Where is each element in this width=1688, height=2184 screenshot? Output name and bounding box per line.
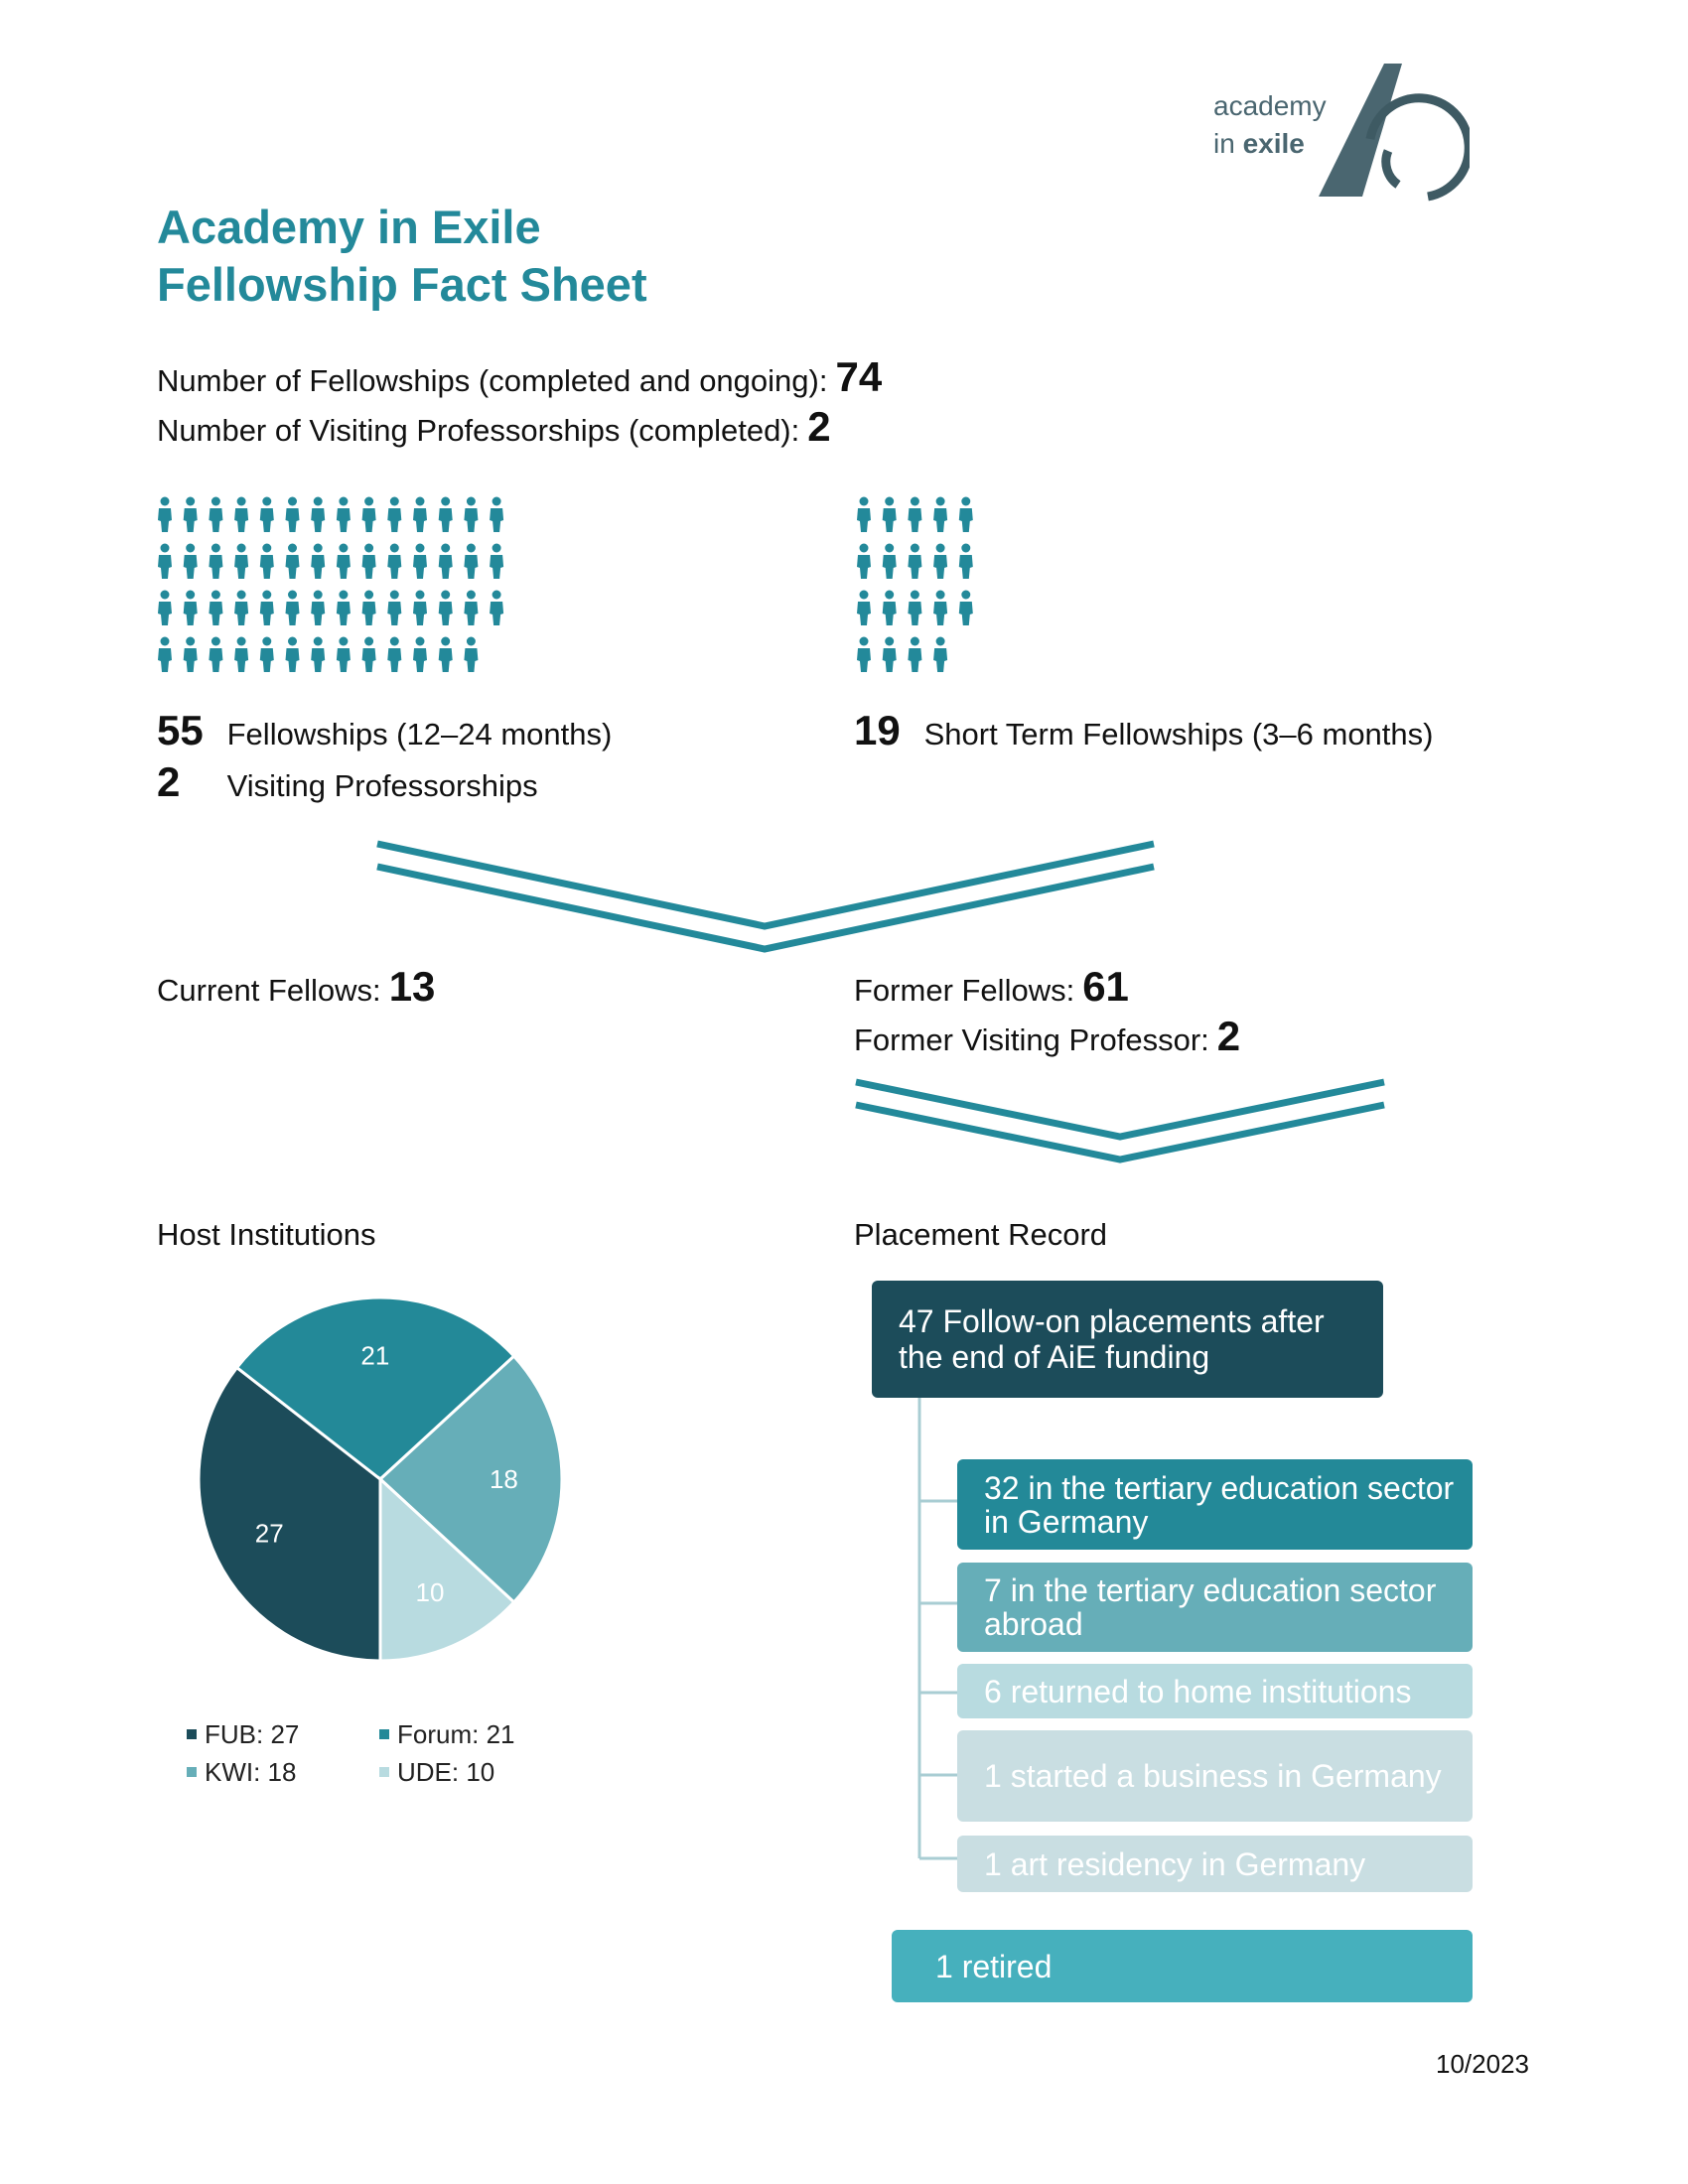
person-icon: [908, 591, 921, 626]
person-icon: [184, 637, 198, 673]
person-icon: [413, 637, 427, 673]
short-term-count: [854, 707, 1433, 754]
person-icon: [387, 544, 401, 580]
visiting-total: [157, 403, 831, 451]
person-icon: [311, 544, 325, 580]
person-icon: [311, 591, 325, 626]
placement-item-art-residency: 1 art residency in Germany: [957, 1836, 1473, 1892]
person-icon: [908, 544, 921, 580]
person-icon: [959, 591, 973, 626]
placement-item-tertiary-abroad: 7 in the tertiary education sector abroad: [957, 1563, 1473, 1652]
legend-swatch: [187, 1767, 197, 1777]
person-icon: [158, 637, 172, 673]
person-icon: [184, 591, 198, 626]
person-icon: [439, 544, 453, 580]
person-icon: [184, 497, 198, 533]
long-term-label: Fellowships (12–24 months): [226, 717, 613, 751]
legend-swatch: [379, 1729, 389, 1739]
visiting-total-value: 2: [807, 403, 831, 450]
person-icon: [387, 591, 401, 626]
person-icon: [490, 497, 503, 533]
placement-record-heading: Placement Record: [854, 1217, 1108, 1252]
former-fellows: [854, 963, 1129, 1011]
people-long-grid: [157, 496, 514, 681]
person-icon: [857, 497, 871, 533]
legend-label: FUB: 27: [205, 1718, 300, 1749]
person-icon: [413, 544, 427, 580]
person-icon: [362, 591, 376, 626]
legend-label: KWI: 18: [205, 1756, 297, 1787]
short-term-fellows-pictogram: [856, 496, 985, 681]
logo-wordmark: [1213, 87, 1327, 163]
long-term-count: [157, 707, 612, 754]
pie-slice-ude-label: 10: [415, 1576, 445, 1607]
placement-item-business: 1 started a business in Germany: [957, 1730, 1473, 1822]
logo-line-2-prefix: in: [1213, 128, 1235, 159]
person-icon: [883, 497, 897, 533]
current-fellows-label: Current Fellows:: [157, 973, 381, 1008]
former-fellows-label: Former Fellows:: [854, 973, 1075, 1008]
person-icon: [184, 544, 198, 580]
person-icon: [362, 637, 376, 673]
person-icon: [209, 591, 222, 626]
title-line-1: Academy in Exile: [157, 201, 541, 253]
short-term-label: Short Term Fellowships (3–6 months): [923, 717, 1434, 751]
person-icon: [158, 591, 172, 626]
person-icon: [959, 544, 973, 580]
person-icon: [260, 591, 274, 626]
person-icon: [933, 637, 947, 673]
person-icon: [337, 544, 351, 580]
placement-retired-box: 1 retired: [892, 1930, 1473, 2002]
former-fellows-value: 61: [1082, 963, 1129, 1010]
person-icon: [387, 637, 401, 673]
person-icon: [234, 497, 248, 533]
legend-swatch: [379, 1767, 389, 1777]
person-icon: [362, 497, 376, 533]
current-fellows-value: 13: [388, 963, 436, 1010]
legend-label: Forum: 21: [397, 1718, 515, 1749]
person-icon: [490, 544, 503, 580]
person-icon: [311, 637, 325, 673]
person-icon: [464, 544, 478, 580]
visiting-label: Visiting Professorships: [226, 768, 538, 803]
placement-connector-lines: [912, 1395, 961, 1871]
person-icon: [260, 544, 274, 580]
person-icon: [286, 497, 300, 533]
person-icon: [286, 637, 300, 673]
person-icon: [413, 497, 427, 533]
person-icon: [234, 637, 248, 673]
logo-line-1: academy: [1213, 90, 1327, 121]
person-icon: [464, 637, 478, 673]
pie-slice-forum-label: 21: [360, 1340, 390, 1371]
footer-date: 10/2023: [1436, 2049, 1529, 2079]
person-icon: [857, 544, 871, 580]
person-icon: [337, 637, 351, 673]
person-icon: [908, 637, 921, 673]
person-icon: [883, 637, 897, 673]
host-institutions-heading: Host Institutions: [157, 1217, 376, 1252]
person-icon: [883, 591, 897, 626]
person-icon: [158, 544, 172, 580]
pie-legend: [187, 1715, 572, 1791]
person-icon: [490, 591, 503, 626]
logo-line-2: [1213, 125, 1327, 163]
chevron-down-icon: [373, 839, 1158, 958]
person-icon: [209, 497, 222, 533]
person-icon: [464, 591, 478, 626]
short-term-value: 19: [854, 707, 901, 753]
legend-swatch: [187, 1729, 197, 1739]
legend-item-kwi: [187, 1753, 379, 1791]
person-icon: [209, 544, 222, 580]
pie-slice-fub-label: 27: [254, 1518, 284, 1549]
long-term-value: 55: [157, 707, 204, 753]
person-icon: [234, 591, 248, 626]
person-icon: [959, 497, 973, 533]
logo-line-2-bold: exile: [1242, 128, 1305, 159]
person-icon: [439, 497, 453, 533]
person-icon: [413, 591, 427, 626]
person-icon: [260, 637, 274, 673]
title-line-2: Fellowship Fact Sheet: [157, 258, 647, 311]
person-icon: [883, 544, 897, 580]
page-title: [157, 199, 647, 314]
person-icon: [337, 591, 351, 626]
person-icon: [933, 497, 947, 533]
placement-item-tertiary-germany: 32 in the tertiary education sector in Germany: [957, 1459, 1473, 1550]
former-vp-value: 2: [1216, 1013, 1241, 1059]
fellowships-total-label: Number of Fellowships (completed and ongoing):: [157, 363, 828, 398]
current-fellows: [157, 963, 435, 1011]
legend-label: UDE: 10: [397, 1756, 495, 1787]
placement-main-box: 47 Follow-on placements after the end of AiE funding: [872, 1281, 1383, 1398]
long-term-fellows-pictogram: [157, 496, 514, 681]
person-icon: [439, 591, 453, 626]
person-icon: [286, 544, 300, 580]
placement-item-home-institutions: 6 returned to home institutions: [957, 1664, 1473, 1718]
legend-item-ude: [379, 1753, 572, 1791]
person-icon: [260, 497, 274, 533]
person-icon: [439, 637, 453, 673]
person-icon: [311, 497, 325, 533]
legend-item-forum: [379, 1715, 572, 1753]
former-vp-label: Former Visiting Professor:: [854, 1023, 1209, 1057]
former-visiting-professor: [854, 1013, 1240, 1060]
person-icon: [857, 637, 871, 673]
person-icon: [857, 591, 871, 626]
person-icon: [337, 497, 351, 533]
person-icon: [464, 497, 478, 533]
visiting-total-label: Number of Visiting Professorships (completed):: [157, 413, 800, 448]
legend-item-fub: [187, 1715, 379, 1753]
person-icon: [234, 544, 248, 580]
visiting-count: [157, 758, 538, 806]
person-icon: [933, 591, 947, 626]
people-short-grid: [856, 496, 985, 681]
logo-mark-icon: [1311, 58, 1470, 202]
person-icon: [158, 497, 172, 533]
chevron-down-icon-2: [852, 1077, 1388, 1166]
fellowships-total-value: 74: [835, 353, 883, 400]
person-icon: [209, 637, 222, 673]
fellowships-total: [157, 353, 882, 401]
person-icon: [362, 544, 376, 580]
person-icon: [286, 591, 300, 626]
person-icon: [933, 544, 947, 580]
visiting-value: 2: [157, 758, 181, 805]
host-institutions-pie-chart: [199, 1296, 576, 1673]
person-icon: [908, 497, 921, 533]
pie-slice-kwi-label: 18: [489, 1464, 518, 1494]
person-icon: [387, 497, 401, 533]
